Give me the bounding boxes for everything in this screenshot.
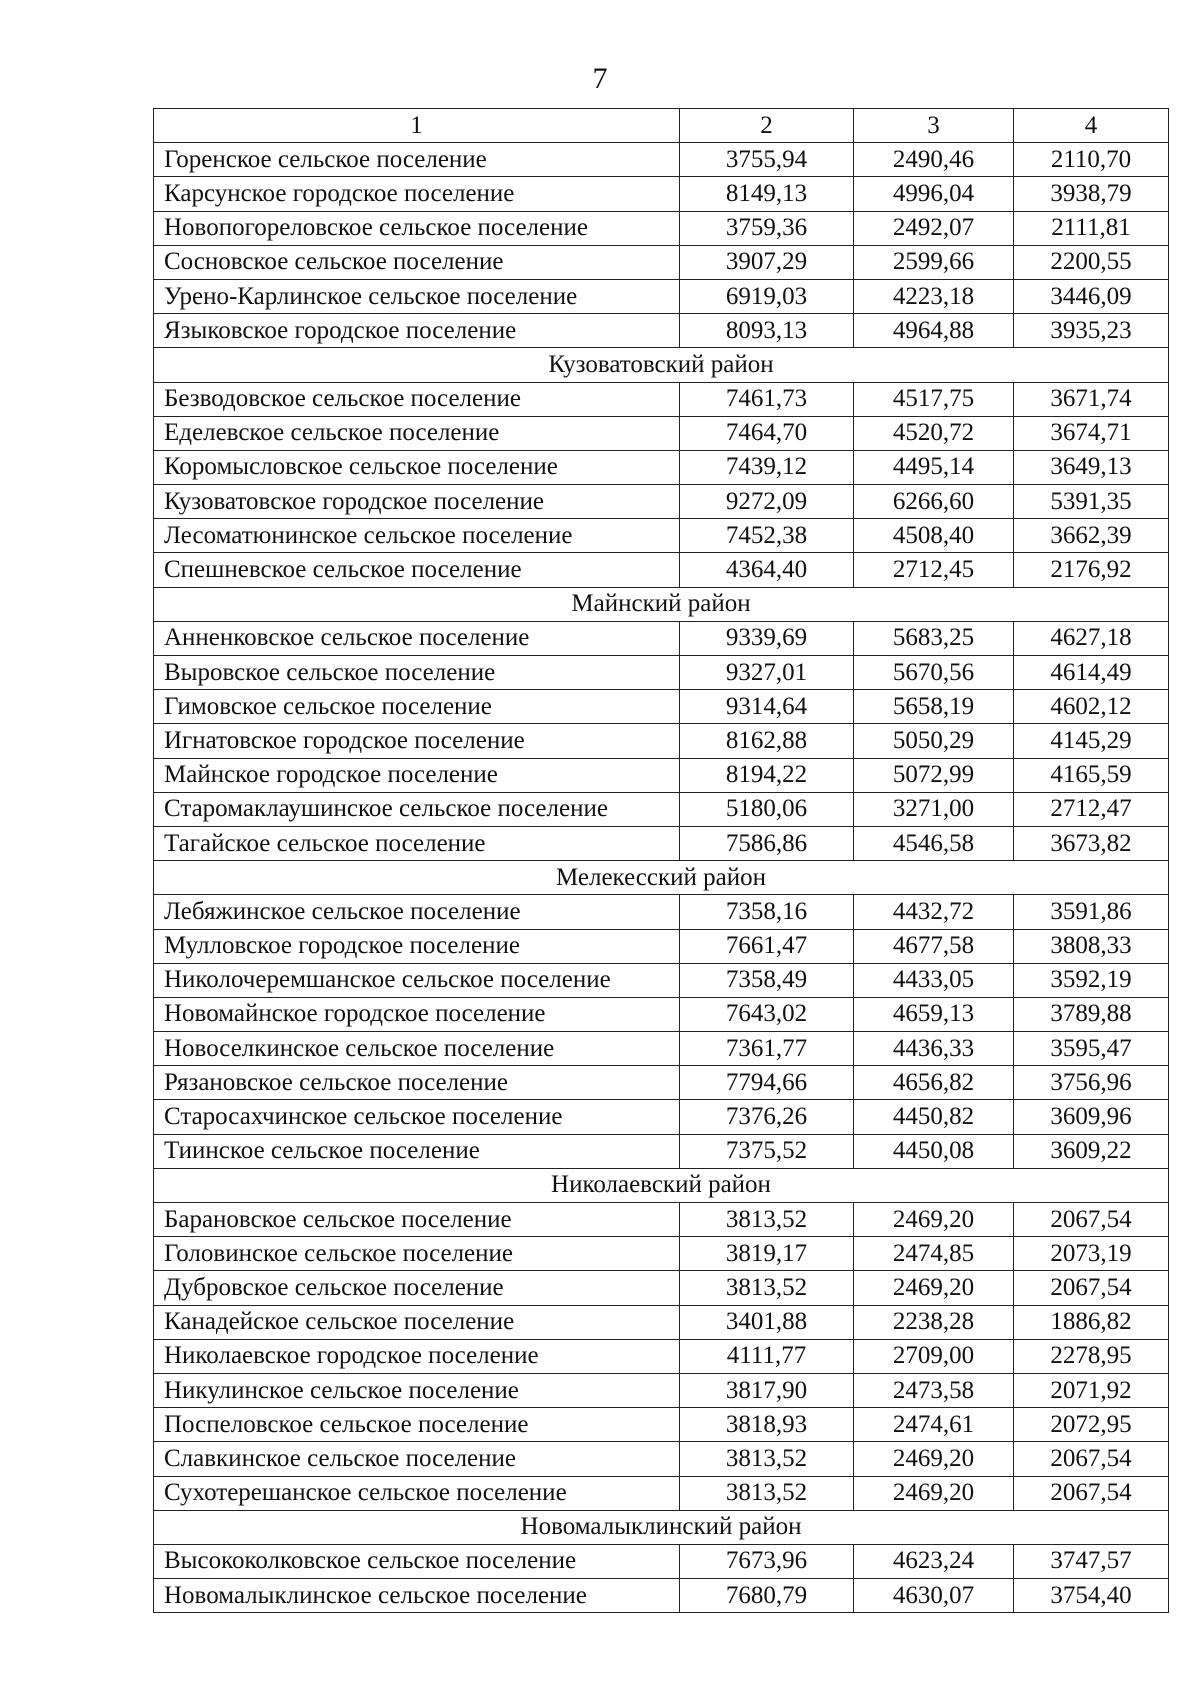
settlement-name: Сосновское сельское поселение bbox=[154, 245, 680, 279]
settlement-name: Никулинское сельское поселение bbox=[154, 1373, 680, 1407]
settlement-name: Спешневское сельское поселение bbox=[154, 553, 680, 587]
value-col-2: 3813,52 bbox=[680, 1271, 854, 1305]
value-col-2: 7464,70 bbox=[680, 416, 854, 450]
value-col-2: 8149,13 bbox=[680, 177, 854, 211]
value-col-4: 2073,19 bbox=[1014, 1237, 1169, 1271]
value-col-2: 8093,13 bbox=[680, 314, 854, 348]
value-col-3: 4630,07 bbox=[854, 1579, 1014, 1613]
value-col-4: 3662,39 bbox=[1014, 519, 1169, 553]
table-row bbox=[154, 1100, 1169, 1134]
value-col-3: 5072,99 bbox=[854, 758, 1014, 792]
table-row bbox=[154, 1442, 1169, 1476]
value-col-4: 2067,54 bbox=[1014, 1476, 1169, 1510]
value-col-3: 5670,56 bbox=[854, 656, 1014, 690]
settlement-name: Тиинское сельское поселение bbox=[154, 1134, 680, 1168]
value-col-2: 3817,90 bbox=[680, 1373, 854, 1407]
value-col-2: 7586,86 bbox=[680, 826, 854, 860]
data-table bbox=[153, 108, 1169, 1613]
column-header: 1 bbox=[154, 109, 680, 143]
value-col-3: 2474,61 bbox=[854, 1408, 1014, 1442]
value-col-2: 3401,88 bbox=[680, 1305, 854, 1339]
value-col-4: 4165,59 bbox=[1014, 758, 1169, 792]
value-col-2: 7794,66 bbox=[680, 1066, 854, 1100]
value-col-3: 4659,13 bbox=[854, 997, 1014, 1031]
table-row bbox=[154, 1237, 1169, 1271]
table-row bbox=[154, 382, 1169, 416]
value-col-4: 3671,74 bbox=[1014, 382, 1169, 416]
district-title: Мелекесский район bbox=[154, 861, 1169, 895]
value-col-4: 4614,49 bbox=[1014, 656, 1169, 690]
settlement-name: Майнское городское поселение bbox=[154, 758, 680, 792]
value-col-3: 4495,14 bbox=[854, 450, 1014, 484]
district-row bbox=[154, 587, 1169, 621]
value-col-3: 2469,20 bbox=[854, 1442, 1014, 1476]
value-col-2: 7376,26 bbox=[680, 1100, 854, 1134]
settlement-name: Рязановское сельское поселение bbox=[154, 1066, 680, 1100]
value-col-3: 5658,19 bbox=[854, 690, 1014, 724]
district-row bbox=[154, 1510, 1169, 1544]
settlement-name: Лебяжинское сельское поселение bbox=[154, 895, 680, 929]
value-col-3: 2238,28 bbox=[854, 1305, 1014, 1339]
table-row bbox=[154, 1066, 1169, 1100]
table-row bbox=[154, 690, 1169, 724]
value-col-2: 9327,01 bbox=[680, 656, 854, 690]
settlement-name: Гимовское сельское поселение bbox=[154, 690, 680, 724]
value-col-2: 4364,40 bbox=[680, 553, 854, 587]
value-col-4: 3595,47 bbox=[1014, 1032, 1169, 1066]
value-col-4: 3446,09 bbox=[1014, 279, 1169, 313]
value-col-3: 2469,20 bbox=[854, 1476, 1014, 1510]
value-col-4: 3649,13 bbox=[1014, 450, 1169, 484]
settlement-name: Новоселкинское сельское поселение bbox=[154, 1032, 680, 1066]
value-col-3: 2474,85 bbox=[854, 1237, 1014, 1271]
value-col-4: 3609,96 bbox=[1014, 1100, 1169, 1134]
column-header: 2 bbox=[680, 109, 854, 143]
value-col-4: 2072,95 bbox=[1014, 1408, 1169, 1442]
settlement-name: Головинское сельское поселение bbox=[154, 1237, 680, 1271]
settlement-name: Еделевское сельское поселение bbox=[154, 416, 680, 450]
value-col-2: 7361,77 bbox=[680, 1032, 854, 1066]
value-col-2: 7375,52 bbox=[680, 1134, 854, 1168]
table-row bbox=[154, 997, 1169, 1031]
value-col-2: 9339,69 bbox=[680, 621, 854, 655]
table-row bbox=[154, 553, 1169, 587]
settlement-name: Урено-Карлинское сельское поселение bbox=[154, 279, 680, 313]
settlement-name: Безводовское сельское поселение bbox=[154, 382, 680, 416]
value-col-4: 2176,92 bbox=[1014, 553, 1169, 587]
value-col-3: 4546,58 bbox=[854, 826, 1014, 860]
table-row bbox=[154, 143, 1169, 177]
value-col-4: 2712,47 bbox=[1014, 792, 1169, 826]
value-col-2: 3907,29 bbox=[680, 245, 854, 279]
settlement-name: Языковское городское поселение bbox=[154, 314, 680, 348]
value-col-3: 3271,00 bbox=[854, 792, 1014, 826]
value-col-2: 3759,36 bbox=[680, 211, 854, 245]
district-row bbox=[154, 348, 1169, 382]
value-col-3: 4517,75 bbox=[854, 382, 1014, 416]
value-col-2: 3813,52 bbox=[680, 1203, 854, 1237]
settlement-name: Мулловское городское поселение bbox=[154, 929, 680, 963]
table-row bbox=[154, 279, 1169, 313]
value-col-3: 2490,46 bbox=[854, 143, 1014, 177]
value-col-3: 2469,20 bbox=[854, 1203, 1014, 1237]
table-row bbox=[154, 1579, 1169, 1613]
table-row bbox=[154, 519, 1169, 553]
value-col-4: 3609,22 bbox=[1014, 1134, 1169, 1168]
table-row bbox=[154, 450, 1169, 484]
settlement-name: Дубровское сельское поселение bbox=[154, 1271, 680, 1305]
table-body bbox=[154, 143, 1169, 1613]
value-col-3: 4623,24 bbox=[854, 1544, 1014, 1578]
table-row bbox=[154, 1373, 1169, 1407]
settlement-name: Игнатовское городское поселение bbox=[154, 724, 680, 758]
table-row bbox=[154, 621, 1169, 655]
value-col-4: 3789,88 bbox=[1014, 997, 1169, 1031]
value-col-4: 3938,79 bbox=[1014, 177, 1169, 211]
value-col-3: 4964,88 bbox=[854, 314, 1014, 348]
value-col-3: 4432,72 bbox=[854, 895, 1014, 929]
value-col-2: 9314,64 bbox=[680, 690, 854, 724]
value-col-2: 3818,93 bbox=[680, 1408, 854, 1442]
column-header: 4 bbox=[1014, 109, 1169, 143]
table-row bbox=[154, 826, 1169, 860]
district-row bbox=[154, 861, 1169, 895]
value-col-4: 4145,29 bbox=[1014, 724, 1169, 758]
value-col-4: 2200,55 bbox=[1014, 245, 1169, 279]
value-col-2: 7661,47 bbox=[680, 929, 854, 963]
value-col-2: 3819,17 bbox=[680, 1237, 854, 1271]
settlement-name: Поспеловское сельское поселение bbox=[154, 1408, 680, 1442]
table-row bbox=[154, 963, 1169, 997]
value-col-4: 3754,40 bbox=[1014, 1579, 1169, 1613]
settlement-name: Старомаклаушинское сельское поселение bbox=[154, 792, 680, 826]
value-col-4: 5391,35 bbox=[1014, 485, 1169, 519]
district-row bbox=[154, 1168, 1169, 1202]
value-col-4: 2111,81 bbox=[1014, 211, 1169, 245]
district-title: Новомалыклинский район bbox=[154, 1510, 1169, 1544]
value-col-3: 2492,07 bbox=[854, 211, 1014, 245]
value-col-4: 3591,86 bbox=[1014, 895, 1169, 929]
table-row bbox=[154, 245, 1169, 279]
value-col-4: 3674,71 bbox=[1014, 416, 1169, 450]
value-col-4: 3592,19 bbox=[1014, 963, 1169, 997]
table-row bbox=[154, 758, 1169, 792]
value-col-2: 4111,77 bbox=[680, 1339, 854, 1373]
table-row bbox=[154, 929, 1169, 963]
value-col-3: 2709,00 bbox=[854, 1339, 1014, 1373]
settlement-name: Сухотерешанское сельское поселение bbox=[154, 1476, 680, 1510]
value-col-2: 3813,52 bbox=[680, 1476, 854, 1510]
value-col-4: 2067,54 bbox=[1014, 1203, 1169, 1237]
settlement-name: Карсунское городское поселение bbox=[154, 177, 680, 211]
table-row bbox=[154, 314, 1169, 348]
value-col-3: 2469,20 bbox=[854, 1271, 1014, 1305]
value-col-4: 3756,96 bbox=[1014, 1066, 1169, 1100]
settlement-name: Николаевское городское поселение bbox=[154, 1339, 680, 1373]
settlement-name: Высококолковское сельское поселение bbox=[154, 1544, 680, 1578]
table-row bbox=[154, 1032, 1169, 1066]
value-col-3: 4436,33 bbox=[854, 1032, 1014, 1066]
settlement-name: Лесоматюнинское сельское поселение bbox=[154, 519, 680, 553]
settlement-name: Славкинское сельское поселение bbox=[154, 1442, 680, 1476]
settlement-name: Новопогореловское сельское поселение bbox=[154, 211, 680, 245]
value-col-4: 3935,23 bbox=[1014, 314, 1169, 348]
district-title: Кузоватовский район bbox=[154, 348, 1169, 382]
value-col-4: 4602,12 bbox=[1014, 690, 1169, 724]
settlement-name: Канадейское сельское поселение bbox=[154, 1305, 680, 1339]
value-col-3: 6266,60 bbox=[854, 485, 1014, 519]
value-col-2: 8162,88 bbox=[680, 724, 854, 758]
value-col-2: 3755,94 bbox=[680, 143, 854, 177]
value-col-2: 7643,02 bbox=[680, 997, 854, 1031]
value-col-3: 4450,82 bbox=[854, 1100, 1014, 1134]
value-col-2: 9272,09 bbox=[680, 485, 854, 519]
table-row bbox=[154, 656, 1169, 690]
value-col-2: 7680,79 bbox=[680, 1579, 854, 1613]
table-row bbox=[154, 1305, 1169, 1339]
table-row bbox=[154, 1544, 1169, 1578]
value-col-3: 4520,72 bbox=[854, 416, 1014, 450]
value-col-4: 3808,33 bbox=[1014, 929, 1169, 963]
settlement-name: Коромысловское сельское поселение bbox=[154, 450, 680, 484]
value-col-4: 2067,54 bbox=[1014, 1442, 1169, 1476]
value-col-3: 4450,08 bbox=[854, 1134, 1014, 1168]
column-header: 3 bbox=[854, 109, 1014, 143]
value-col-2: 7461,73 bbox=[680, 382, 854, 416]
table-row bbox=[154, 1408, 1169, 1442]
value-col-3: 2599,66 bbox=[854, 245, 1014, 279]
table-row bbox=[154, 724, 1169, 758]
table-row bbox=[154, 1203, 1169, 1237]
table-row bbox=[154, 1476, 1169, 1510]
header-row bbox=[154, 109, 1169, 143]
value-col-4: 4627,18 bbox=[1014, 621, 1169, 655]
value-col-3: 4433,05 bbox=[854, 963, 1014, 997]
value-col-4: 2067,54 bbox=[1014, 1271, 1169, 1305]
value-col-3: 4656,82 bbox=[854, 1066, 1014, 1100]
value-col-2: 7439,12 bbox=[680, 450, 854, 484]
value-col-4: 3673,82 bbox=[1014, 826, 1169, 860]
value-col-4: 1886,82 bbox=[1014, 1305, 1169, 1339]
value-col-2: 8194,22 bbox=[680, 758, 854, 792]
value-col-3: 4677,58 bbox=[854, 929, 1014, 963]
value-col-2: 6919,03 bbox=[680, 279, 854, 313]
settlement-name: Кузоватовское городское поселение bbox=[154, 485, 680, 519]
settlement-name: Новомалыклинское сельское поселение bbox=[154, 1579, 680, 1613]
value-col-3: 2712,45 bbox=[854, 553, 1014, 587]
value-col-2: 7673,96 bbox=[680, 1544, 854, 1578]
table-row bbox=[154, 1271, 1169, 1305]
settlement-name: Анненковское сельское поселение bbox=[154, 621, 680, 655]
district-title: Николаевский район bbox=[154, 1168, 1169, 1202]
table-row bbox=[154, 895, 1169, 929]
table-row bbox=[154, 792, 1169, 826]
settlement-name: Новомайнское городское поселение bbox=[154, 997, 680, 1031]
value-col-2: 7358,49 bbox=[680, 963, 854, 997]
settlement-name: Старосахчинское сельское поселение bbox=[154, 1100, 680, 1134]
value-col-2: 7452,38 bbox=[680, 519, 854, 553]
table-row bbox=[154, 177, 1169, 211]
value-col-3: 5683,25 bbox=[854, 621, 1014, 655]
settlement-name: Горенское сельское поселение bbox=[154, 143, 680, 177]
value-col-3: 4996,04 bbox=[854, 177, 1014, 211]
value-col-3: 2473,58 bbox=[854, 1373, 1014, 1407]
table-row bbox=[154, 485, 1169, 519]
value-col-4: 3747,57 bbox=[1014, 1544, 1169, 1578]
settlement-name: Николочеремшанское сельское поселение bbox=[154, 963, 680, 997]
value-col-4: 2278,95 bbox=[1014, 1339, 1169, 1373]
table-row bbox=[154, 416, 1169, 450]
value-col-2: 7358,16 bbox=[680, 895, 854, 929]
district-title: Майнский район bbox=[154, 587, 1169, 621]
value-col-3: 4223,18 bbox=[854, 279, 1014, 313]
value-col-3: 5050,29 bbox=[854, 724, 1014, 758]
value-col-4: 2110,70 bbox=[1014, 143, 1169, 177]
page-number: 7 bbox=[592, 62, 608, 95]
value-col-4: 2071,92 bbox=[1014, 1373, 1169, 1407]
table-row bbox=[154, 1339, 1169, 1373]
value-col-3: 4508,40 bbox=[854, 519, 1014, 553]
settlement-name: Барановское сельское поселение bbox=[154, 1203, 680, 1237]
settlement-name: Выровское сельское поселение bbox=[154, 656, 680, 690]
table-row bbox=[154, 211, 1169, 245]
value-col-2: 5180,06 bbox=[680, 792, 854, 826]
settlement-name: Тагайское сельское поселение bbox=[154, 826, 680, 860]
value-col-2: 3813,52 bbox=[680, 1442, 854, 1476]
table-row bbox=[154, 1134, 1169, 1168]
